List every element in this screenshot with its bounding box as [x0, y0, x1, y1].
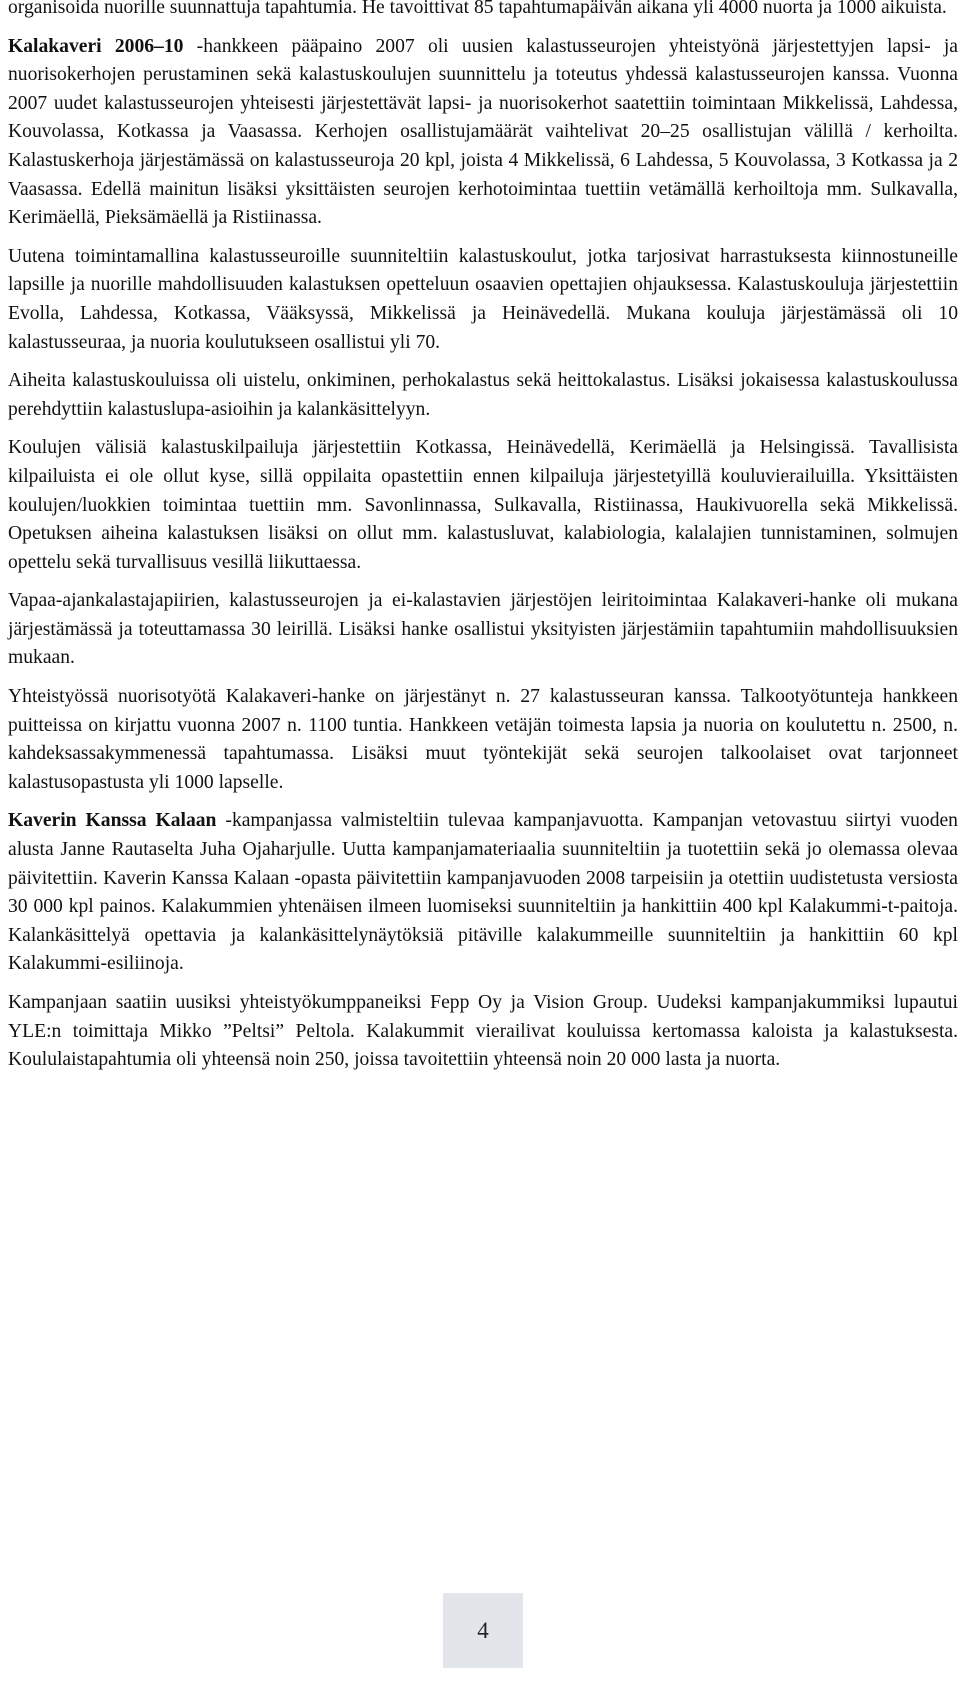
paragraph-school-topics: [8, 367, 958, 424]
paragraph-text: Uutena toimintamallina kalastusseuroille suunniteltiin kalastuskoulut, jotka tarjosivat harrastuksesta kiinnostuneille lapsille ja nuorille mahdollisuuden kalastuksen opetteluun osaavien opettajien ohjauksessa. Kalastuskouluja järjestettiin Evolla, Lahdessa, Kotkassa, Vääksyssä, Mikkelissä ja Heinävedellä. Mukana kouluja järjestämässä oli 10 kalastusseuraa, ja nuoria koulutukseen osallistui yli 70.: [8, 245, 958, 353]
paragraph-text: -kampanjassa valmisteltiin tulevaa kampanjavuotta. Kampanjan vetovastuu siirtyi vuoden alusta Janne Rautaselta Juha Ojaharjulle. Uutta kampanjamateriaalia suunniteltiin ja tuotettiin sekä jo olemassa olevaa päivitettiin. Kaverin Kanssa Kalaan -opasta päivitettiin kampanjavuoden 2008 tarpeisiin ja otettiin uudistetusta versiosta 30 000 kpl painos. Kalakummien yhtenäisen ilmeen luomiseksi suunniteltiin ja hankittiin 400 kpl Kalakummi-t-paitoja. Kalankäsittelyä opettavia ja kalankäsittelynäytöksiä pitäville kalakummeille suunniteltiin ja hankittiin 60 kpl Kalakummi-esiliinoja.: [8, 810, 958, 975]
paragraph-text: Aiheita kalastuskouluissa oli uistelu, onkiminen, perhokalastus sekä heittokalastus. Lisäksi jokaisessa kalastuskoulussa perehdyttiin kalastuslupa-asioihin ja kalankäsittelyyn.: [8, 370, 958, 420]
paragraph-bold-lead: Kaverin Kanssa Kalaan: [8, 810, 217, 832]
page-number-box: [443, 1593, 523, 1668]
paragraph-text: -hankkeen pääpaino 2007 oli uusien kalastusseurojen yhteistyönä järjestettyjen lapsi- ja nuorisokerhojen perustaminen sekä kalastuskoulujen suunnittelu ja toteutus yhdessä kalastusseurojen kanssa. Vuonna 2007 uudet kalastusseurojen yhteisesti järjestettävät lapsi- ja nuorisokerhot saatettiin toimintaan Mikkelissä, Lahdessa, Kouvolassa, Kotkassa ja Vaasassa. Kerhojen osallistujamäärät vaihtelivat 20–25 osallistujan välillä / kerhoilta. Kalastuskerhoja järjestämässä on kalastusseuroja 20 kpl, joista 4 Mikkelissä, 6 Lahdessa, 5 Kouvolassa, 3 Kotkassa ja 2 Vaasassa. Edellä mainitun lisäksi yksittäisten seurojen kerhotoimintaa tuettiin vetämällä kerhoiltoja mm. Sulkavalla, Kerimäellä, Pieksämäellä ja Ristiinassa.: [8, 35, 958, 229]
document-body: [8, 0, 958, 1085]
paragraph-intro-continuation: [8, 0, 958, 23]
paragraph-youth-work: [8, 683, 958, 797]
paragraph-campaign: [8, 807, 958, 979]
paragraph-kalakaveri-project: [8, 33, 958, 233]
paragraph-fishing-schools: [8, 243, 958, 357]
paragraph-text: Vapaa-ajankalastajapiirien, kalastusseurojen ja ei-kalastavien järjestöjen leiritoimintaa Kalakaveri-hanke oli mukana järjestämässä ja toteuttamassa 30 leirillä. Lisäksi hanke osallistui yksityisten järjestämiin tapahtumiin mahdollisuuksien mukaan.: [8, 590, 958, 669]
paragraph-bold-lead: Kalakaveri 2006–10: [8, 35, 184, 57]
paragraph-text: Kampanjaan saatiin uusiksi yhteistyökumppaneiksi Fepp Oy ja Vision Group. Uudeksi kampanjakummiksi lupautui YLE:n toimittaja Mikko ”Peltsi” Peltola. Kalakummit vierailivat kouluissa kertomassa kaloista ja kalastuksesta. Koululaistapahtumia oli yhteensä noin 250, joissa tavoitettiin yhteensä noin 20 000 lasta ja nuorta.: [8, 992, 958, 1071]
paragraph-text: Koulujen välisiä kalastuskilpailuja järjestettiin Kotkassa, Heinävedellä, Kerimäellä ja Helsingissä. Tavallisista kilpailuista ei ole ollut kyse, sillä oppilaita opastettiin ennen kilpailuja järjestetyillä kouluvierailuilla. Yksittäisten koulujen/luokkien toimintaa tuettiin mm. Savonlinnassa, Sulkavalla, Ristiinassa, Haukivuorella sekä Mikkelissä. Opetuksen aiheina kalastuksen lisäksi on ollut mm. kalastusluvat, kalabiologia, kalalajien tunnistaminen, solmujen opettelu sekä turvallisuus vesillä liikuttaessa.: [8, 437, 958, 573]
paragraph-text: organisoida nuorille suunnattuja tapahtumia. He tavoittivat 85 tapahtumapäivän aikana yli 4000 nuorta ja 1000 aikuista.: [8, 0, 947, 18]
page-number: 4: [477, 1617, 489, 1643]
paragraph-camps: [8, 587, 958, 673]
paragraph-text: Yhteistyössä nuorisotyötä Kalakaveri-hanke on järjestänyt n. 27 kalastusseuran kanssa. Talkootyötunteja hankkeen puitteissa on kirjattu vuonna 2007 n. 1100 tuntia. Hankkeen vetäjän toimesta lapsia ja nuoria on koulutettu n. 2500, n. kahdeksassakymmenessä tapahtumassa. Lisäksi muut työntekijät sekä seurojen talkoolaiset ovat tarjonneet kalastusopastusta yli 1000 lapselle.: [8, 686, 958, 793]
paragraph-school-competitions: [8, 434, 958, 577]
paragraph-partners: [8, 989, 958, 1075]
